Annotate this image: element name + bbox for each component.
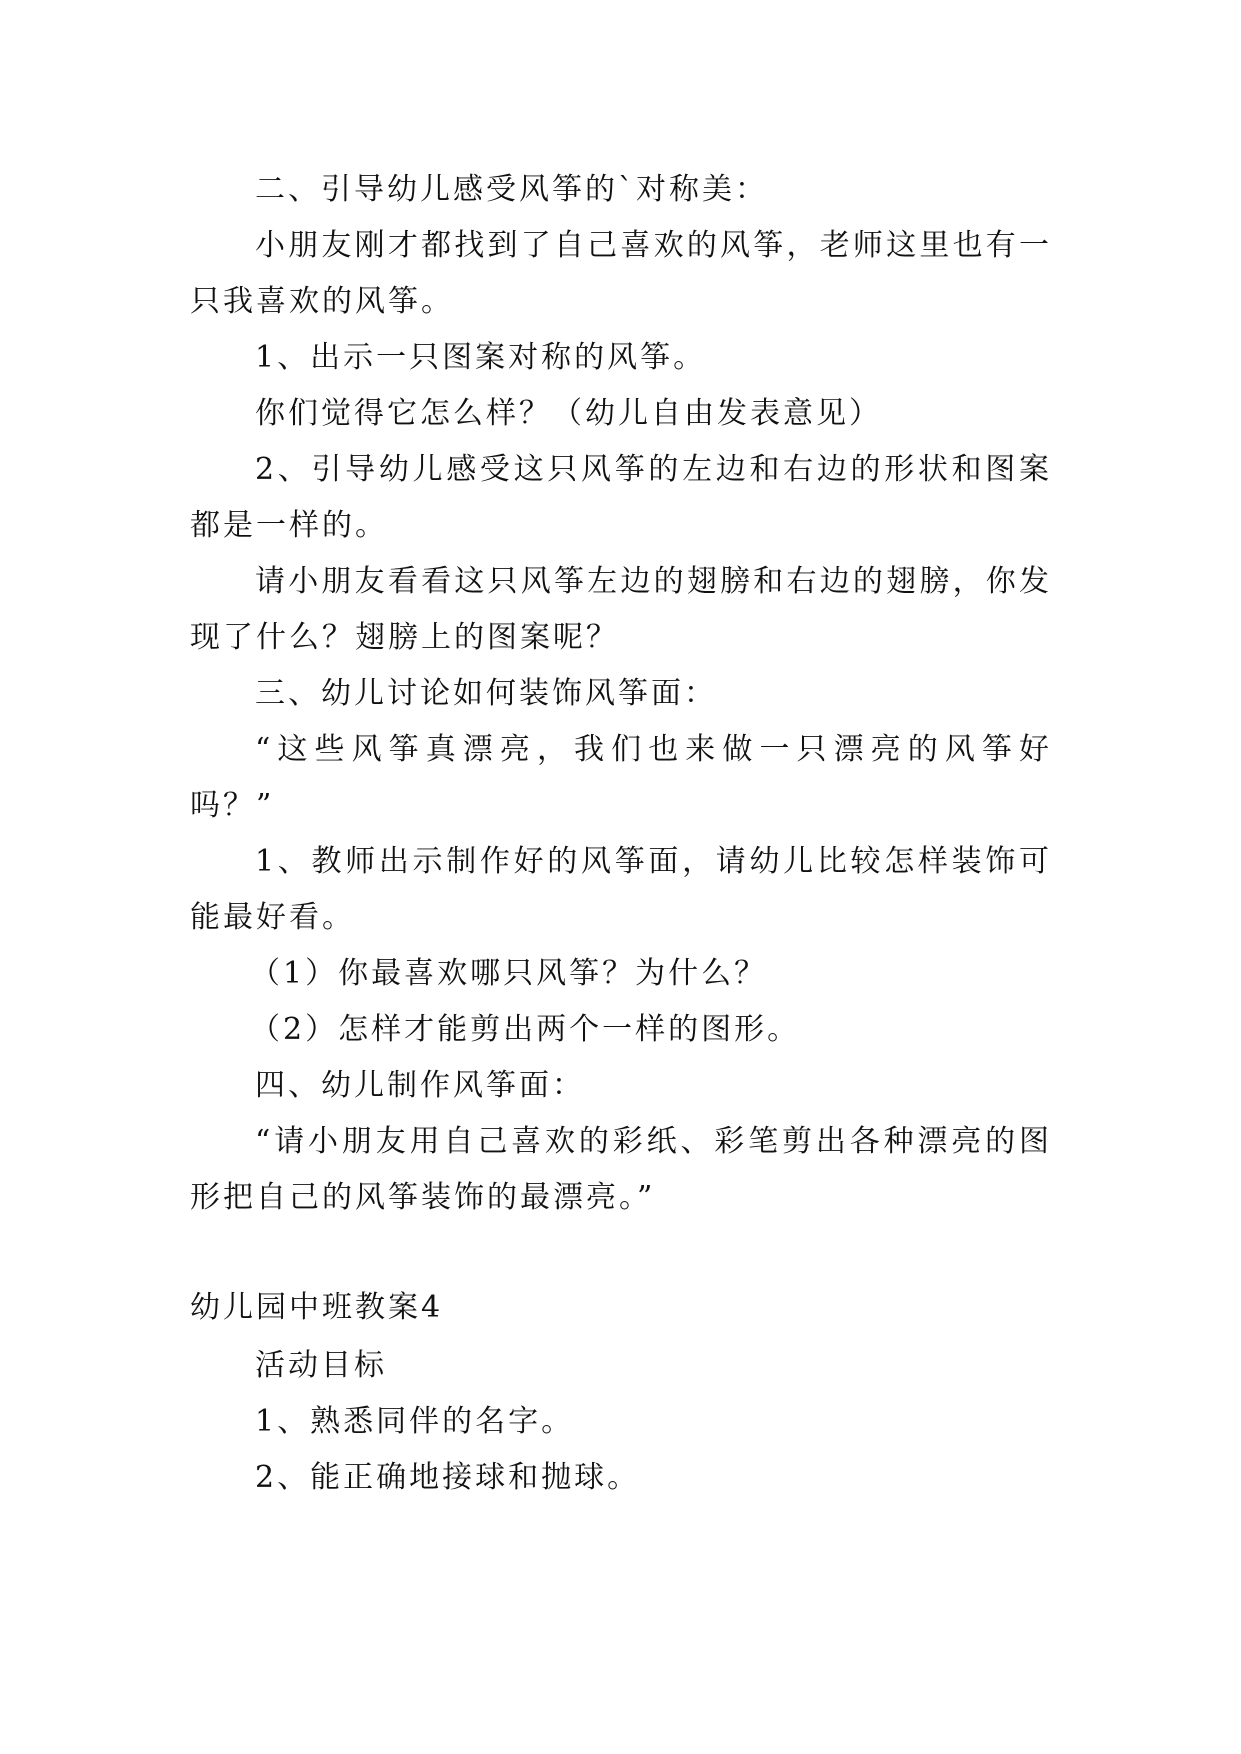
- quote-line: 形把自己的风筝装饰的最漂亮。”: [190, 1180, 656, 1215]
- list-item: 2、引导幼儿感受这只风筝的左边和右边的形状和图案: [255, 452, 1052, 487]
- section-heading-4: 四、幼儿制作风筝面：: [255, 1068, 585, 1103]
- quote-line: “这些风筝真漂亮，我们也来做一只漂亮的风筝好: [255, 732, 1052, 767]
- list-item: 2、能正确地接球和抛球。: [255, 1460, 641, 1495]
- paragraph-line: 你们觉得它怎么样？（幼儿自由发表意见）: [255, 396, 882, 431]
- sub-item: （2）怎样才能剪出两个一样的图形。: [250, 1012, 801, 1047]
- list-item: 1、出示一只图案对称的风筝。: [255, 340, 707, 375]
- paragraph-line: 请小朋友看看这只风筝左边的翅膀和右边的翅膀，你发: [255, 564, 1052, 599]
- quote-line: “请小朋友用自己喜欢的彩纸、彩笔剪出各种漂亮的图: [255, 1124, 1052, 1159]
- quote-line: 吗？”: [190, 788, 275, 823]
- paragraph-line: 能最好看。: [190, 900, 355, 935]
- paragraph-line: 都是一样的。: [190, 508, 388, 543]
- list-item: 1、熟悉同伴的名字。: [255, 1404, 575, 1439]
- paragraph-line: 现了什么？翅膀上的图案呢？: [190, 620, 619, 655]
- section-heading-2: 二、引导幼儿感受风筝的`对称美：: [255, 172, 768, 207]
- section-heading-3: 三、幼儿讨论如何装饰风筝面：: [255, 676, 717, 711]
- sub-item: （1）你最喜欢哪只风筝？为什么？: [250, 956, 768, 991]
- list-item: 1、教师出示制作好的风筝面，请幼儿比较怎样装饰可: [255, 844, 1052, 879]
- lesson-title: 幼儿园中班教案4: [190, 1290, 444, 1325]
- subheading: 活动目标: [255, 1348, 387, 1383]
- paragraph-line: 小朋友刚才都找到了自己喜欢的风筝，老师这里也有一: [255, 228, 1052, 263]
- paragraph-line: 只我喜欢的风筝。: [190, 284, 454, 319]
